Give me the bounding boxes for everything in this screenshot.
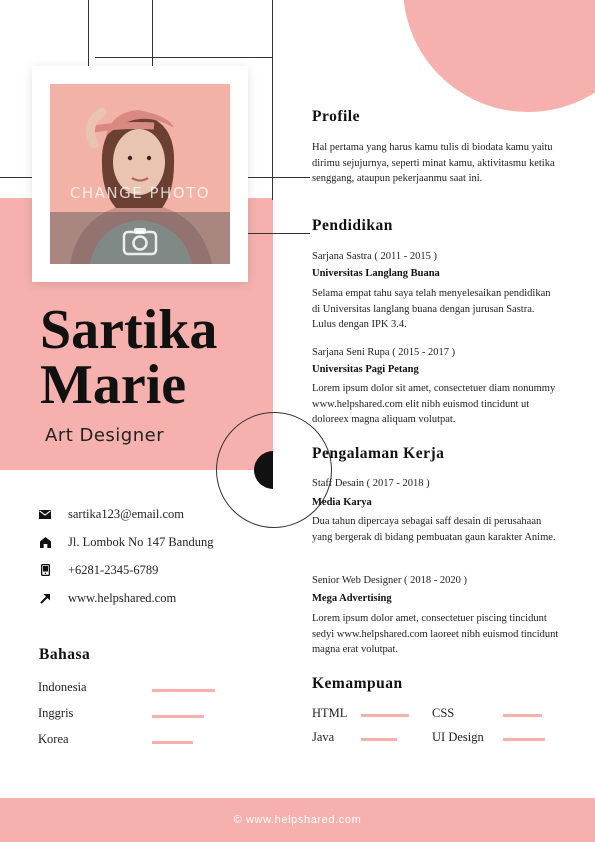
experience-title-text: Pengalaman Kerja [312, 445, 445, 462]
profile-title [312, 108, 360, 126]
education-school: Universitas Langlang Buana [312, 268, 440, 279]
contact-website[interactable] [38, 584, 213, 612]
education-desc: Lorem ipsum dolor sit amet, consectetuer diam nonummy www.helpshared.com elit nibh euismod tincidunt ut doloreex magna aliquam volutpat. [312, 383, 556, 425]
skill-row [312, 730, 427, 748]
link-arrow-icon [38, 591, 52, 605]
skill-name: CSS [432, 706, 455, 720]
skill-name: HTML [312, 706, 348, 720]
change-photo-label[interactable]: CHANGE PHOTO [69, 184, 211, 202]
language-row [38, 680, 218, 700]
languages-title [39, 646, 90, 664]
experience-company: Media Karya [312, 497, 372, 508]
footer-website[interactable]: © www.helpshared.com [233, 814, 362, 826]
skill-row [432, 706, 547, 724]
footer [0, 798, 595, 842]
decorative-line [88, 0, 89, 66]
experience-desc: Dua tahun dipercaya sebagai saff desain di perusahaan yang bergerak di bidang pembuatan gaun karakter Anime. [312, 516, 556, 543]
camera-icon[interactable] [122, 226, 158, 256]
language-level-bar [152, 741, 193, 744]
languages-title-text: Bahasa [39, 646, 91, 663]
education-degree: Sarjana Seni Rupa ( 2015 - 2017 ) [312, 347, 456, 358]
skill-level-bar [503, 714, 542, 717]
education-desc: Selama empat tahu saya telah menyelesaikan pendidikan di Universitas langlang buana dengan jurusan Sastra. Lulus dengan IPK 3.4. [312, 288, 551, 330]
language-level-bar [152, 715, 204, 718]
contact-phone[interactable] [38, 556, 213, 584]
skill-row [432, 730, 547, 748]
contact-email-text: sartika123@email.com [68, 506, 184, 521]
profile-photo[interactable] [50, 84, 230, 264]
language-row [38, 706, 218, 726]
first-name: Sartika [40, 299, 218, 361]
contact-website-text: www.helpshared.com [68, 590, 177, 605]
language-name: Korea [38, 732, 69, 746]
education-school: Universitas Pagi Petang [312, 364, 419, 375]
skills-title-text: Kemampuan [312, 675, 403, 692]
education-title [312, 217, 393, 235]
experience-desc: Lorem ipsum dolor amet, consectetuer piscing tincidunt sedyi www.helpshared.com laoreet nibh euismod tincidunt magna erat volutpat. [312, 613, 559, 655]
decorative-line [0, 177, 32, 178]
skill-level-bar [503, 738, 545, 741]
experience-title [312, 445, 444, 463]
skill-name: Java [312, 730, 335, 744]
experience-position: Senior Web Designer ( 2018 - 2020 ) [312, 575, 467, 586]
language-name: Indonesia [38, 680, 87, 694]
contact-address [38, 528, 213, 556]
contact-list [38, 500, 213, 612]
decorative-line [272, 0, 273, 200]
language-level-bar [152, 689, 215, 692]
education-degree: Sarjana Sastra ( 2011 - 2015 ) [312, 251, 437, 262]
skill-row [312, 706, 427, 724]
contact-email[interactable] [38, 500, 213, 528]
full-name [40, 299, 218, 416]
experience-company: Mega Advertising [312, 593, 392, 604]
mail-icon [38, 507, 52, 521]
language-name: Inggris [38, 706, 74, 720]
decorative-circle [403, 0, 595, 112]
decorative-line [248, 177, 310, 178]
experience-position: Staff Desain ( 2017 - 2018 ) [312, 478, 430, 489]
phone-icon [38, 563, 52, 577]
skill-name: UI Design [432, 730, 484, 744]
skill-level-bar [361, 738, 397, 741]
profile-title-text: Profile [312, 108, 360, 125]
decorative-line [248, 233, 310, 234]
contact-address-text: Jl. Lombok No 147 Bandung [68, 534, 214, 549]
photo-frame [32, 66, 248, 282]
profile-text: Hal pertama yang harus kamu tulis di biodata kamu yaitu dirimu sejujurnya, seperti minat kamu, aktivitasmu ketika senggang, ataupun pekerjaanmu saat ini. [312, 142, 555, 184]
last-name: Marie [40, 354, 187, 416]
education-title-text: Pendidikan [312, 217, 393, 234]
skills-title [312, 675, 403, 693]
disc-mask [273, 445, 313, 495]
language-row [38, 732, 218, 752]
job-title: Art Designer [45, 425, 165, 446]
skill-level-bar [361, 714, 409, 717]
contact-phone-text: +6281-2345-6789 [68, 562, 159, 577]
decorative-line [95, 57, 273, 58]
home-icon [38, 535, 52, 549]
